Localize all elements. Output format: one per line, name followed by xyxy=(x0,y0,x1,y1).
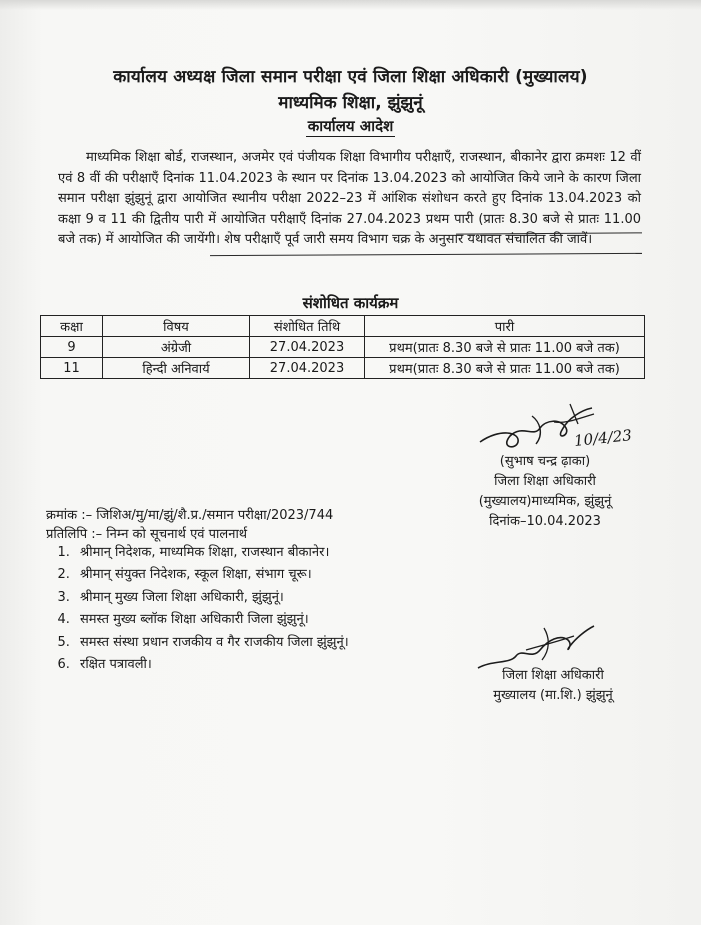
column-header-class: कक्षा xyxy=(41,316,103,337)
pen-underline xyxy=(210,253,642,256)
revised-schedule-table xyxy=(40,315,645,379)
reference-number: क्रमांक :– जिशिअ/मु/मा/झुं/शै.प्र./समान परीक्षा/2023/744 xyxy=(46,508,334,523)
order-body-text: माध्यमिक शिक्षा बोर्ड, राजस्थान, अजमेर एवं पंजीयक शिक्षा विभागीय परीक्षाएँ, राजस्थान, बीकानेर द्वारा क्रमशः 12 वीं एवं 8 वीं की परीक्षाएँ दिनांक 11.04.2023 के स्थान पर दिनांक 13.04.2023 को आयोजित किये जाने के कारण जिला समान परीक्षा झुंझुनूं द्वारा आयोजित स्थानीय परीक्षा 2022–23 में आंशिक संशोधन करते हुए दिनांक 13.04.2023 को कक्षा 9 व 11 की द्वितीय पारी में आयोजित परीक्षाएँ दिनांक 27.04.2023 प्रथम पारी (प्रातः 8.30 बजे से प्रातः 11.00 बजे तक) में आयोजित की जायेंगी। शेष परीक्षाएँ पूर्व जारी समय विभाग चक्र के अनुसार यथावत संचालित की जावें। xyxy=(58,150,641,248)
list-item: 2. श्रीमान् संयुक्त निदेशक, स्कूल शिक्षा, संभाग चूरू। xyxy=(74,564,349,586)
list-item: 6. रक्षित पत्रावली। xyxy=(74,654,349,676)
order-body-paragraph xyxy=(58,148,641,251)
cell-subject: अंग्रेजी xyxy=(103,337,250,358)
cell-shift: प्रथम(प्रातः 8.30 बजे से प्रातः 11.00 बजे तक) xyxy=(365,337,645,358)
list-item: 5. समस्त संस्था प्रधान राजकीय व गैर राजकीय जिला झुंझुनूं। xyxy=(74,632,349,654)
cell-class: 11 xyxy=(41,358,103,379)
cell-class: 9 xyxy=(41,337,103,358)
order-title xyxy=(0,116,701,136)
signatory-office: (मुख्यालय)माध्यमिक, झुंझुनूं xyxy=(478,494,612,509)
column-header-shift: पारी xyxy=(365,316,645,337)
scan-edge-shadow xyxy=(0,0,701,10)
table-header-row xyxy=(41,316,645,337)
office-heading: कार्यालय अध्यक्ष जिला समान परीक्षा एवं जिला शिक्षा अधिकारी (मुख्यालय) xyxy=(113,67,588,87)
list-item: 1. श्रीमान् निदेशक, माध्यमिक शिक्षा, राजस्थान बीकानेर। xyxy=(74,542,349,564)
handwritten-date: 10/4/23 xyxy=(573,426,633,450)
office-subtitle: माध्यमिक शिक्षा, झुंझुनूं xyxy=(278,93,423,113)
signatory-date: दिनांक–10.04.2023 xyxy=(489,514,601,529)
copy-recipients-list xyxy=(46,542,349,676)
cell-date: 27.04.2023 xyxy=(250,358,365,379)
column-header-subject: विषय xyxy=(103,316,250,337)
signatory-name: (सुभाष चन्द्र ढ़ाका) xyxy=(499,454,591,469)
table-row xyxy=(41,358,645,379)
footer-designation: जिला शिक्षा अधिकारी xyxy=(502,668,604,683)
signature-mark xyxy=(470,398,660,456)
cell-subject: हिन्दी अनिवार्य xyxy=(103,358,250,379)
list-item: 3. श्रीमान् मुख्य जिला शिक्षा अधिकारी, झुंझुनूं। xyxy=(74,587,349,609)
cell-date: 27.04.2023 xyxy=(250,337,365,358)
revised-schedule-heading: संशोधित कार्यक्रम xyxy=(302,294,399,312)
order-title-text: कार्यालय आदेश xyxy=(307,117,394,135)
copy-to-line: प्रतिलिपि :– निम्न को सूचनार्थ एवं पालनार्थ xyxy=(46,527,248,542)
table-row xyxy=(41,337,645,358)
column-header-revised-date: संशोधित तिथि xyxy=(250,316,365,337)
list-item: 4. समस्त मुख्य ब्लॉक शिक्षा अधिकारी जिला झुंझुनूं। xyxy=(74,609,349,631)
cell-shift: प्रथम(प्रातः 8.30 बजे से प्रातः 11.00 बजे तक) xyxy=(365,358,645,379)
signatory-designation: जिला शिक्षा अधिकारी xyxy=(494,474,596,489)
footer-office: मुख्यालय (मा.शि.) झुंझुनूं xyxy=(493,688,613,703)
